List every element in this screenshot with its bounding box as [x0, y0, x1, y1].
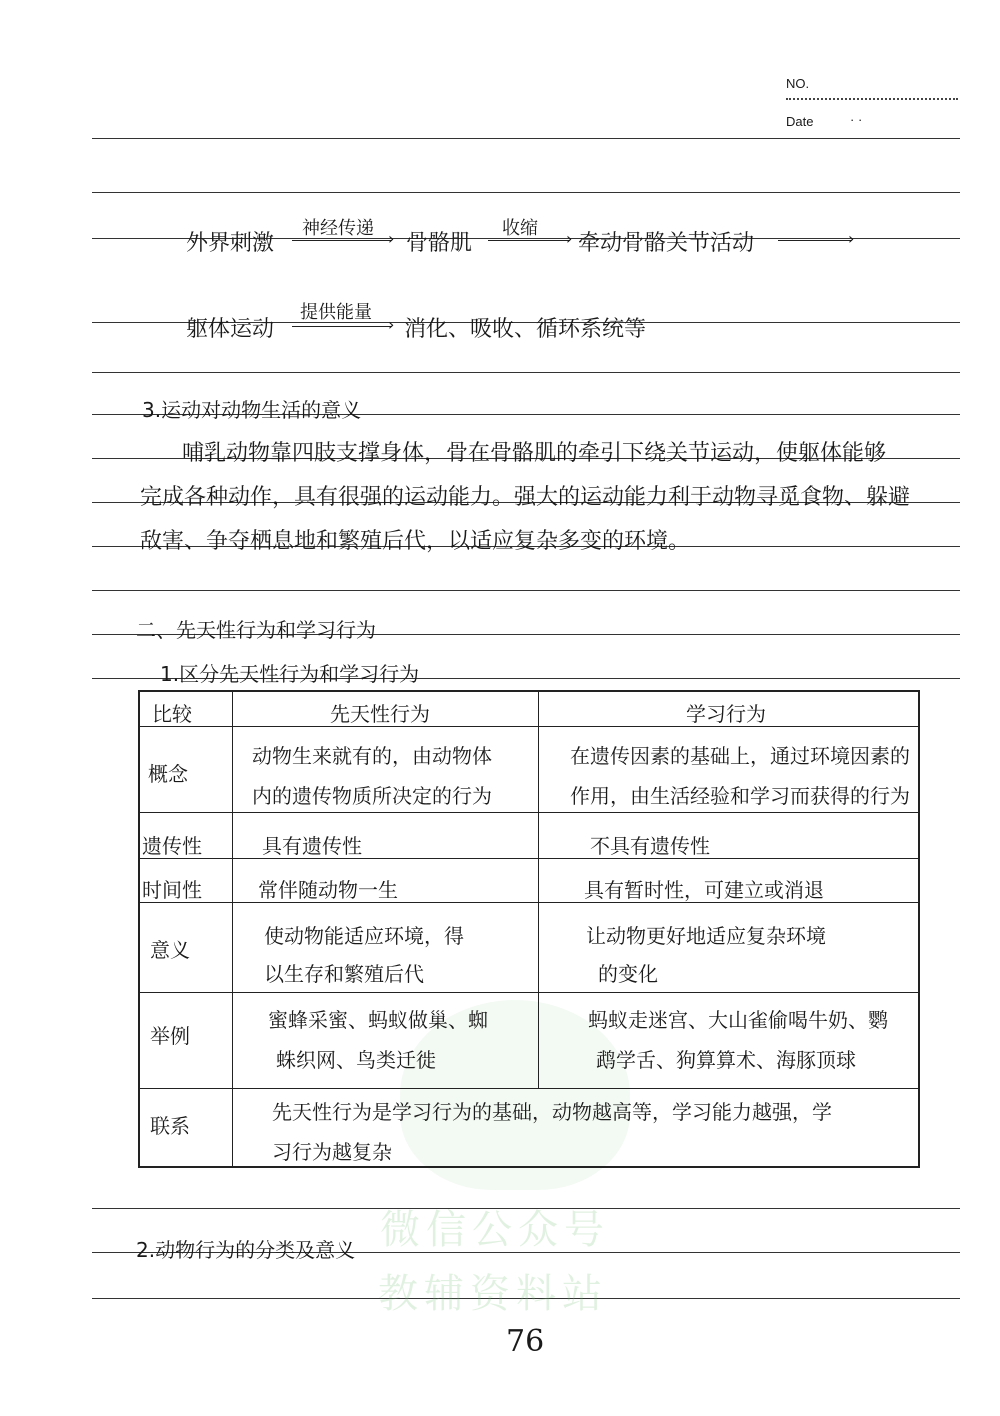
section3-line3: 敌害、争夺栖息地和繁殖后代，以适应复杂多变的环境。 — [140, 529, 691, 554]
flow2-end: 消化、吸收、循环系统等 — [404, 317, 647, 342]
flow1-mid: 骨骼肌 — [406, 231, 473, 256]
row-example-learned-1: 蚂蚁走迷宫、大山雀偷喝牛奶、鹦 — [588, 1008, 888, 1032]
row-label-example: 举例 — [150, 1024, 190, 1048]
flow1-arrow2-label: 收缩 — [502, 218, 538, 239]
page-number: 76 — [506, 1324, 545, 1359]
flow1-arrow2 — [488, 240, 570, 241]
ruled-line — [92, 192, 960, 193]
section-two-sub1: 1.区分先天性行为和学习行为 — [160, 662, 420, 686]
watermark-line1: 微信公众号 — [380, 1207, 610, 1253]
ruled-line — [92, 590, 960, 591]
row-label-heredity: 遗传性 — [142, 834, 202, 858]
table-col-divider — [538, 692, 539, 1088]
row-label-relation: 联系 — [150, 1114, 190, 1138]
arrow-head-icon: › — [848, 229, 855, 248]
arrow-head-icon: › — [566, 229, 573, 248]
row-meaning-learned-2: 的变化 — [598, 962, 658, 986]
flow2-start: 躯体运动 — [186, 317, 275, 342]
table-header-learned: 学习行为 — [686, 702, 766, 726]
ruled-line — [92, 138, 960, 139]
row-relation-text-2: 习行为越复杂 — [272, 1140, 392, 1164]
arrow-head-icon: › — [388, 315, 395, 334]
flow1-start: 外界刺激 — [186, 231, 275, 256]
row-concept-learned-2: 作用，由生活经验和学习而获得的行为 — [570, 784, 910, 808]
section3-title: 3.运动对动物生活的意义 — [142, 398, 362, 422]
row-time-learned: 具有暂时性，可建立或消退 — [584, 878, 824, 902]
date-label: Date — [786, 114, 814, 129]
no-label: NO. — [786, 76, 810, 91]
row-relation-text-1: 先天性行为是学习行为的基础，动物越高等，学习能力越强，学 — [272, 1100, 832, 1124]
flow1-arrow1-label: 神经传递 — [302, 218, 374, 239]
table-row-divider — [140, 992, 918, 993]
row-example-innate-1: 蜜蜂采蜜、蚂蚁做巢、蜘 — [268, 1008, 488, 1032]
row-example-innate-2: 蛛织网、鸟类迁徙 — [276, 1048, 436, 1072]
row-label-time: 时间性 — [142, 878, 202, 902]
table-row-divider — [140, 812, 918, 813]
ruled-line — [92, 372, 960, 373]
table-col-divider — [232, 692, 233, 1166]
flow1-arrow1 — [292, 240, 392, 241]
row-concept-innate-1: 动物生来就有的，由动物体 — [252, 744, 492, 768]
row-time-innate: 常伴随动物一生 — [258, 878, 398, 902]
section-last-title: 2.动物行为的分类及意义 — [136, 1238, 356, 1262]
flow1-end: 牵动骨骼关节活动 — [578, 231, 755, 256]
row-label-concept: 概念 — [148, 762, 188, 786]
row-concept-innate-2: 内的遗传物质所决定的行为 — [252, 784, 492, 808]
table-row-divider — [140, 726, 918, 727]
table-header-innate: 先天性行为 — [330, 702, 430, 726]
table-row-divider — [140, 1088, 918, 1089]
date-dots: · · — [850, 112, 863, 127]
row-heredity-innate: 具有遗传性 — [262, 834, 362, 858]
row-meaning-learned-1: 让动物更好地适应复杂环境 — [586, 924, 826, 948]
watermark-line2: 教辅资料站 — [378, 1271, 608, 1317]
no-dotted-line — [786, 98, 958, 100]
row-heredity-learned: 不具有遗传性 — [590, 834, 710, 858]
row-concept-learned-1: 在遗传因素的基础上，通过环境因素的 — [570, 744, 910, 768]
arrow-head-icon: › — [388, 229, 395, 248]
row-label-meaning: 意义 — [150, 938, 190, 962]
table-header-compare: 比较 — [152, 702, 192, 726]
flow2-arrow — [292, 326, 392, 327]
section-two-title: 二、先天性行为和学习行为 — [136, 618, 376, 642]
flow2-arrow-label: 提供能量 — [300, 302, 372, 323]
section3-line1: 哺乳动物靠四肢支撑身体，骨在骨骼肌的牵引下绕关节运动，使躯体能够 — [182, 441, 887, 466]
table-row-divider — [140, 858, 918, 859]
row-example-learned-2: 鹉学舌、狗算算术、海豚顶球 — [596, 1048, 856, 1072]
flow1-arrow3 — [778, 240, 852, 241]
row-meaning-innate-1: 使动物能适应环境，得 — [264, 924, 464, 948]
section3-line2: 完成各种动作，具有很强的运动能力。强大的运动能力利于动物寻觅食物、躲避 — [140, 485, 911, 510]
comparison-table — [138, 690, 920, 1168]
row-meaning-innate-2: 以生存和繁殖后代 — [264, 962, 424, 986]
